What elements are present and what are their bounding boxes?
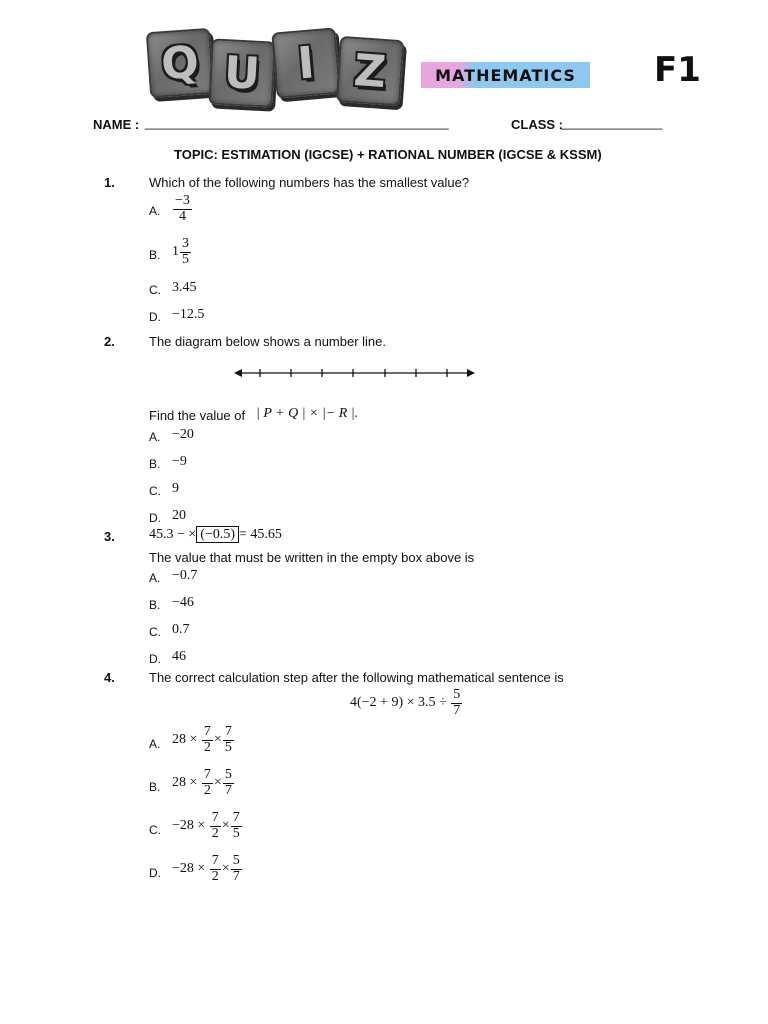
fraction-denominator: 4 — [178, 208, 186, 224]
times-sign: × — [221, 818, 230, 834]
equation-left: 45.3 − × — [149, 527, 197, 542]
quiz-tile-u — [208, 38, 275, 107]
answer-box: (−0.5) — [196, 526, 239, 543]
quiz-letter: U — [222, 46, 262, 100]
quiz-tile-q — [146, 28, 214, 98]
question-number: 2. — [104, 334, 115, 349]
expression: | P + Q | × |− R |. — [256, 406, 359, 421]
option-letter: D. — [149, 866, 161, 880]
mixed-whole: 1 — [172, 244, 179, 260]
question-text: The diagram below shows a number line. — [149, 334, 387, 349]
option-letter: A. — [149, 430, 161, 444]
class-field[interactable]: ______________ — [561, 115, 663, 130]
fraction-denominator: 2 — [211, 868, 219, 884]
name-label: NAME : — [93, 117, 140, 132]
option-lead: 28 × — [172, 775, 198, 791]
fraction-numerator: 7 — [211, 853, 219, 868]
option-a-value[interactable] — [172, 194, 193, 224]
fraction-numerator: 7 — [211, 810, 219, 825]
option-letter: A. — [149, 204, 161, 218]
fraction-numerator: 7 — [203, 767, 211, 782]
math-sentence — [350, 688, 463, 718]
quiz-tile-i — [271, 27, 341, 98]
fraction-denominator: 5 — [182, 251, 189, 267]
option-letter: C. — [149, 283, 161, 297]
quiz-tile-z — [336, 36, 404, 106]
option-lead: 28 × — [172, 732, 198, 748]
option-d-value[interactable]: 20 — [172, 508, 186, 523]
option-letter: D. — [149, 652, 161, 666]
question-number: 1. — [104, 175, 115, 190]
option-c-value[interactable]: 0.7 — [172, 622, 190, 637]
option-d-value[interactable]: 46 — [172, 649, 186, 664]
form-label: F1 — [654, 50, 701, 90]
option-letter: B. — [149, 598, 161, 612]
fraction-denominator: 7 — [224, 782, 232, 798]
fraction-denominator: 2 — [203, 782, 211, 798]
option-letter: C. — [149, 823, 161, 837]
question-number: 3. — [104, 529, 115, 544]
option-c-value[interactable]: 3.45 — [172, 280, 197, 295]
equation — [149, 527, 282, 543]
option-b-value[interactable] — [172, 237, 192, 267]
equation-right: = 45.65 — [239, 527, 282, 542]
question-number: 4. — [104, 670, 115, 685]
option-a-value[interactable]: −20 — [172, 427, 194, 442]
option-letter: D. — [149, 511, 161, 525]
number-line — [232, 362, 477, 384]
fraction-numerator: −3 — [175, 193, 190, 208]
option-a-value[interactable] — [172, 725, 235, 755]
option-letter: C. — [149, 484, 161, 498]
times-sign: × — [221, 861, 230, 877]
option-lead: −28 × — [172, 861, 206, 877]
option-a-value[interactable]: −0.7 — [172, 568, 198, 583]
fraction-denominator: 7 — [453, 702, 461, 718]
option-lead: −28 × — [172, 818, 206, 834]
times-sign: × — [213, 775, 222, 791]
fraction-numerator: 7 — [224, 724, 232, 739]
fraction-denominator: 2 — [211, 825, 219, 841]
option-letter: B. — [149, 457, 161, 471]
option-letter: A. — [149, 737, 161, 751]
fraction-denominator: 7 — [232, 868, 240, 884]
question-text: Which of the following numbers has the smallest value? — [149, 175, 470, 190]
subject-badge: MATHEMATICS — [421, 62, 590, 88]
fraction-numerator: 5 — [232, 853, 240, 868]
option-letter: D. — [149, 310, 161, 324]
option-b-value[interactable]: −9 — [172, 454, 187, 469]
option-b-value[interactable] — [172, 768, 235, 798]
fraction-numerator: 3 — [182, 236, 189, 251]
option-c-value[interactable] — [172, 811, 243, 841]
fraction-denominator: 5 — [232, 825, 240, 841]
fraction-numerator: 5 — [453, 687, 461, 702]
quiz-letter: Z — [352, 44, 388, 98]
question-text: The value that must be written in the empty box above is — [149, 550, 475, 565]
option-b-value[interactable]: −46 — [172, 595, 194, 610]
quiz-letter: Q — [159, 36, 201, 90]
option-letter: B. — [149, 248, 161, 262]
times-sign: × — [213, 732, 222, 748]
fraction-denominator: 5 — [224, 739, 232, 755]
question-text: Find the value of — [149, 408, 246, 423]
sentence-left: 4(−2 + 9) × 3.5 ÷ — [350, 695, 447, 711]
name-field[interactable]: __________________________________________ — [145, 115, 449, 130]
fraction-numerator: 5 — [224, 767, 232, 782]
fraction-denominator: 2 — [203, 739, 211, 755]
class-label: CLASS : — [511, 117, 563, 132]
fraction-numerator: 7 — [203, 724, 211, 739]
fraction-numerator: 7 — [232, 810, 240, 825]
option-c-value[interactable]: 9 — [172, 481, 179, 496]
topic-heading: TOPIC: ESTIMATION (IGCSE) + RATIONAL NUMBER (IGCSE & KSSM) — [174, 147, 602, 162]
question-text: The correct calculation step after the following mathematical sentence is — [149, 670, 564, 685]
option-d-value[interactable] — [172, 854, 243, 884]
option-letter: B. — [149, 780, 161, 794]
option-d-value[interactable]: −12.5 — [172, 307, 205, 322]
option-letter: A. — [149, 571, 161, 585]
option-letter: C. — [149, 625, 161, 639]
quiz-letter: I — [295, 36, 317, 90]
